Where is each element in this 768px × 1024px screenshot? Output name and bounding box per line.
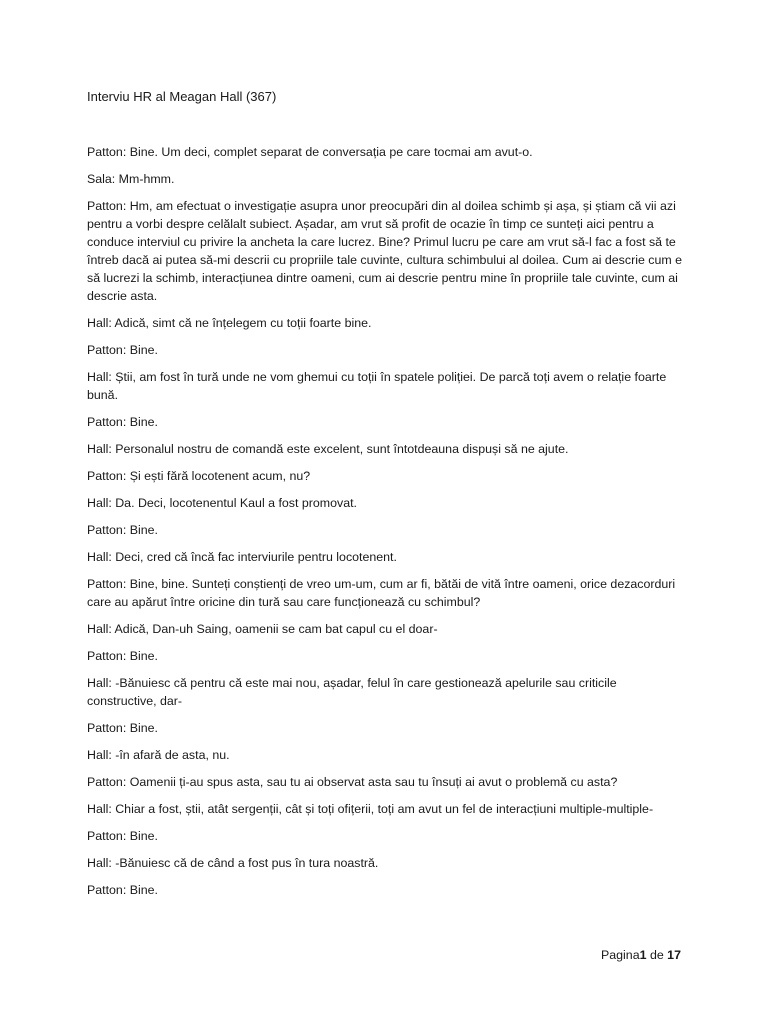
- document-title: Interviu HR al Meagan Hall (367): [87, 89, 277, 104]
- transcript-paragraph: Hall: Chiar a fost, știi, atât sergenții, cât și toți ofițerii, toți am avut un fel de interacțiuni multiple-multiple-: [87, 802, 654, 816]
- transcript-paragraph: Hall: Adică, Dan-uh Saing, oamenii se cam bat capul cu el doar-: [87, 622, 438, 636]
- transcript-paragraph: Hall: Deci, cred că încă fac interviurile pentru locotenent.: [87, 550, 397, 564]
- transcript-paragraph: Patton: Oamenii ți-au spus asta, sau tu ai observat asta sau tu însuți ai avut o problemă cu asta?: [87, 775, 618, 789]
- transcript-paragraph: Hall: Știi, am fost în tură unde ne vom ghemui cu toții în spatele poliției. De parcă toți avem o relație foarte bună.: [87, 370, 667, 402]
- transcript-paragraph: Hall: Da. Deci, locotenentul Kaul a fost promovat.: [87, 496, 357, 510]
- transcript-paragraph: Patton: Bine.: [87, 829, 158, 843]
- transcript-paragraph: Patton: Bine. Um deci, complet separat de conversația pe care tocmai am avut-o.: [87, 145, 533, 159]
- transcript-paragraph: Patton: Și ești fără locotenent acum, nu?: [87, 469, 311, 483]
- transcript-paragraph: Hall: -în afară de asta, nu.: [87, 748, 230, 762]
- transcript-paragraph: Hall: -Bănuiesc că de când a fost pus în tura noastră.: [87, 856, 379, 870]
- page-label: Pagina: [601, 948, 640, 962]
- transcript-paragraph: Patton: Bine.: [87, 523, 158, 537]
- transcript-paragraph: Patton: Hm, am efectuat o investigație asupra unor preocupări din al doilea schimb și așa, și știam că vii azi pentru a vorbi despre celălalt subiect. Așadar, am vrut să profit de ocazie în timp ce sunteți aici pentru a conduce interviul cu privire la ancheta la care lucrez. Bine? Primul lucru pe care am vrut să-l fac a fost să te întreb dacă ai putea să-mi descrii cu propriile tale cuvinte, cultura schimbului al doilea. Cum ai descrie cum e să lucrezi la schimb, interacțiunea dintre oameni, cum ai descrie pentru mine în propriile tale cuvinte, cum ai descrie asta.: [87, 199, 683, 303]
- page-number-footer: [601, 946, 681, 964]
- transcript-paragraph: Sala: Mm-hmm.: [87, 172, 175, 186]
- transcript-paragraph: Patton: Bine, bine. Sunteți conștienți de vreo um-um, cum ar fi, bătăi de vită între oameni, orice dezacorduri care au apărut între oricine din tură sau care funcționează cu schimbul?: [87, 577, 676, 609]
- transcript-paragraph: Hall: Adică, simt că ne înțelegem cu toții foarte bine.: [87, 316, 372, 330]
- transcript-paragraph: Patton: Bine.: [87, 649, 158, 663]
- of-label: de: [646, 948, 668, 962]
- transcript-paragraph: Patton: Bine.: [87, 721, 158, 735]
- transcript-body: [87, 143, 685, 908]
- transcript-paragraph: Hall: Personalul nostru de comandă este excelent, sunt întotdeauna dispuși să ne ajute.: [87, 442, 569, 456]
- current-page-number: 1: [639, 948, 647, 962]
- transcript-paragraph: Patton: Bine.: [87, 883, 158, 897]
- transcript-paragraph: Patton: Bine.: [87, 415, 158, 429]
- transcript-paragraph: Hall: -Bănuiesc că pentru că este mai nou, așadar, felul în care gestionează apelurile sau criticile constructive, dar-: [87, 676, 617, 708]
- transcript-paragraph: Patton: Bine.: [87, 343, 158, 357]
- total-pages-number: 17: [667, 948, 681, 962]
